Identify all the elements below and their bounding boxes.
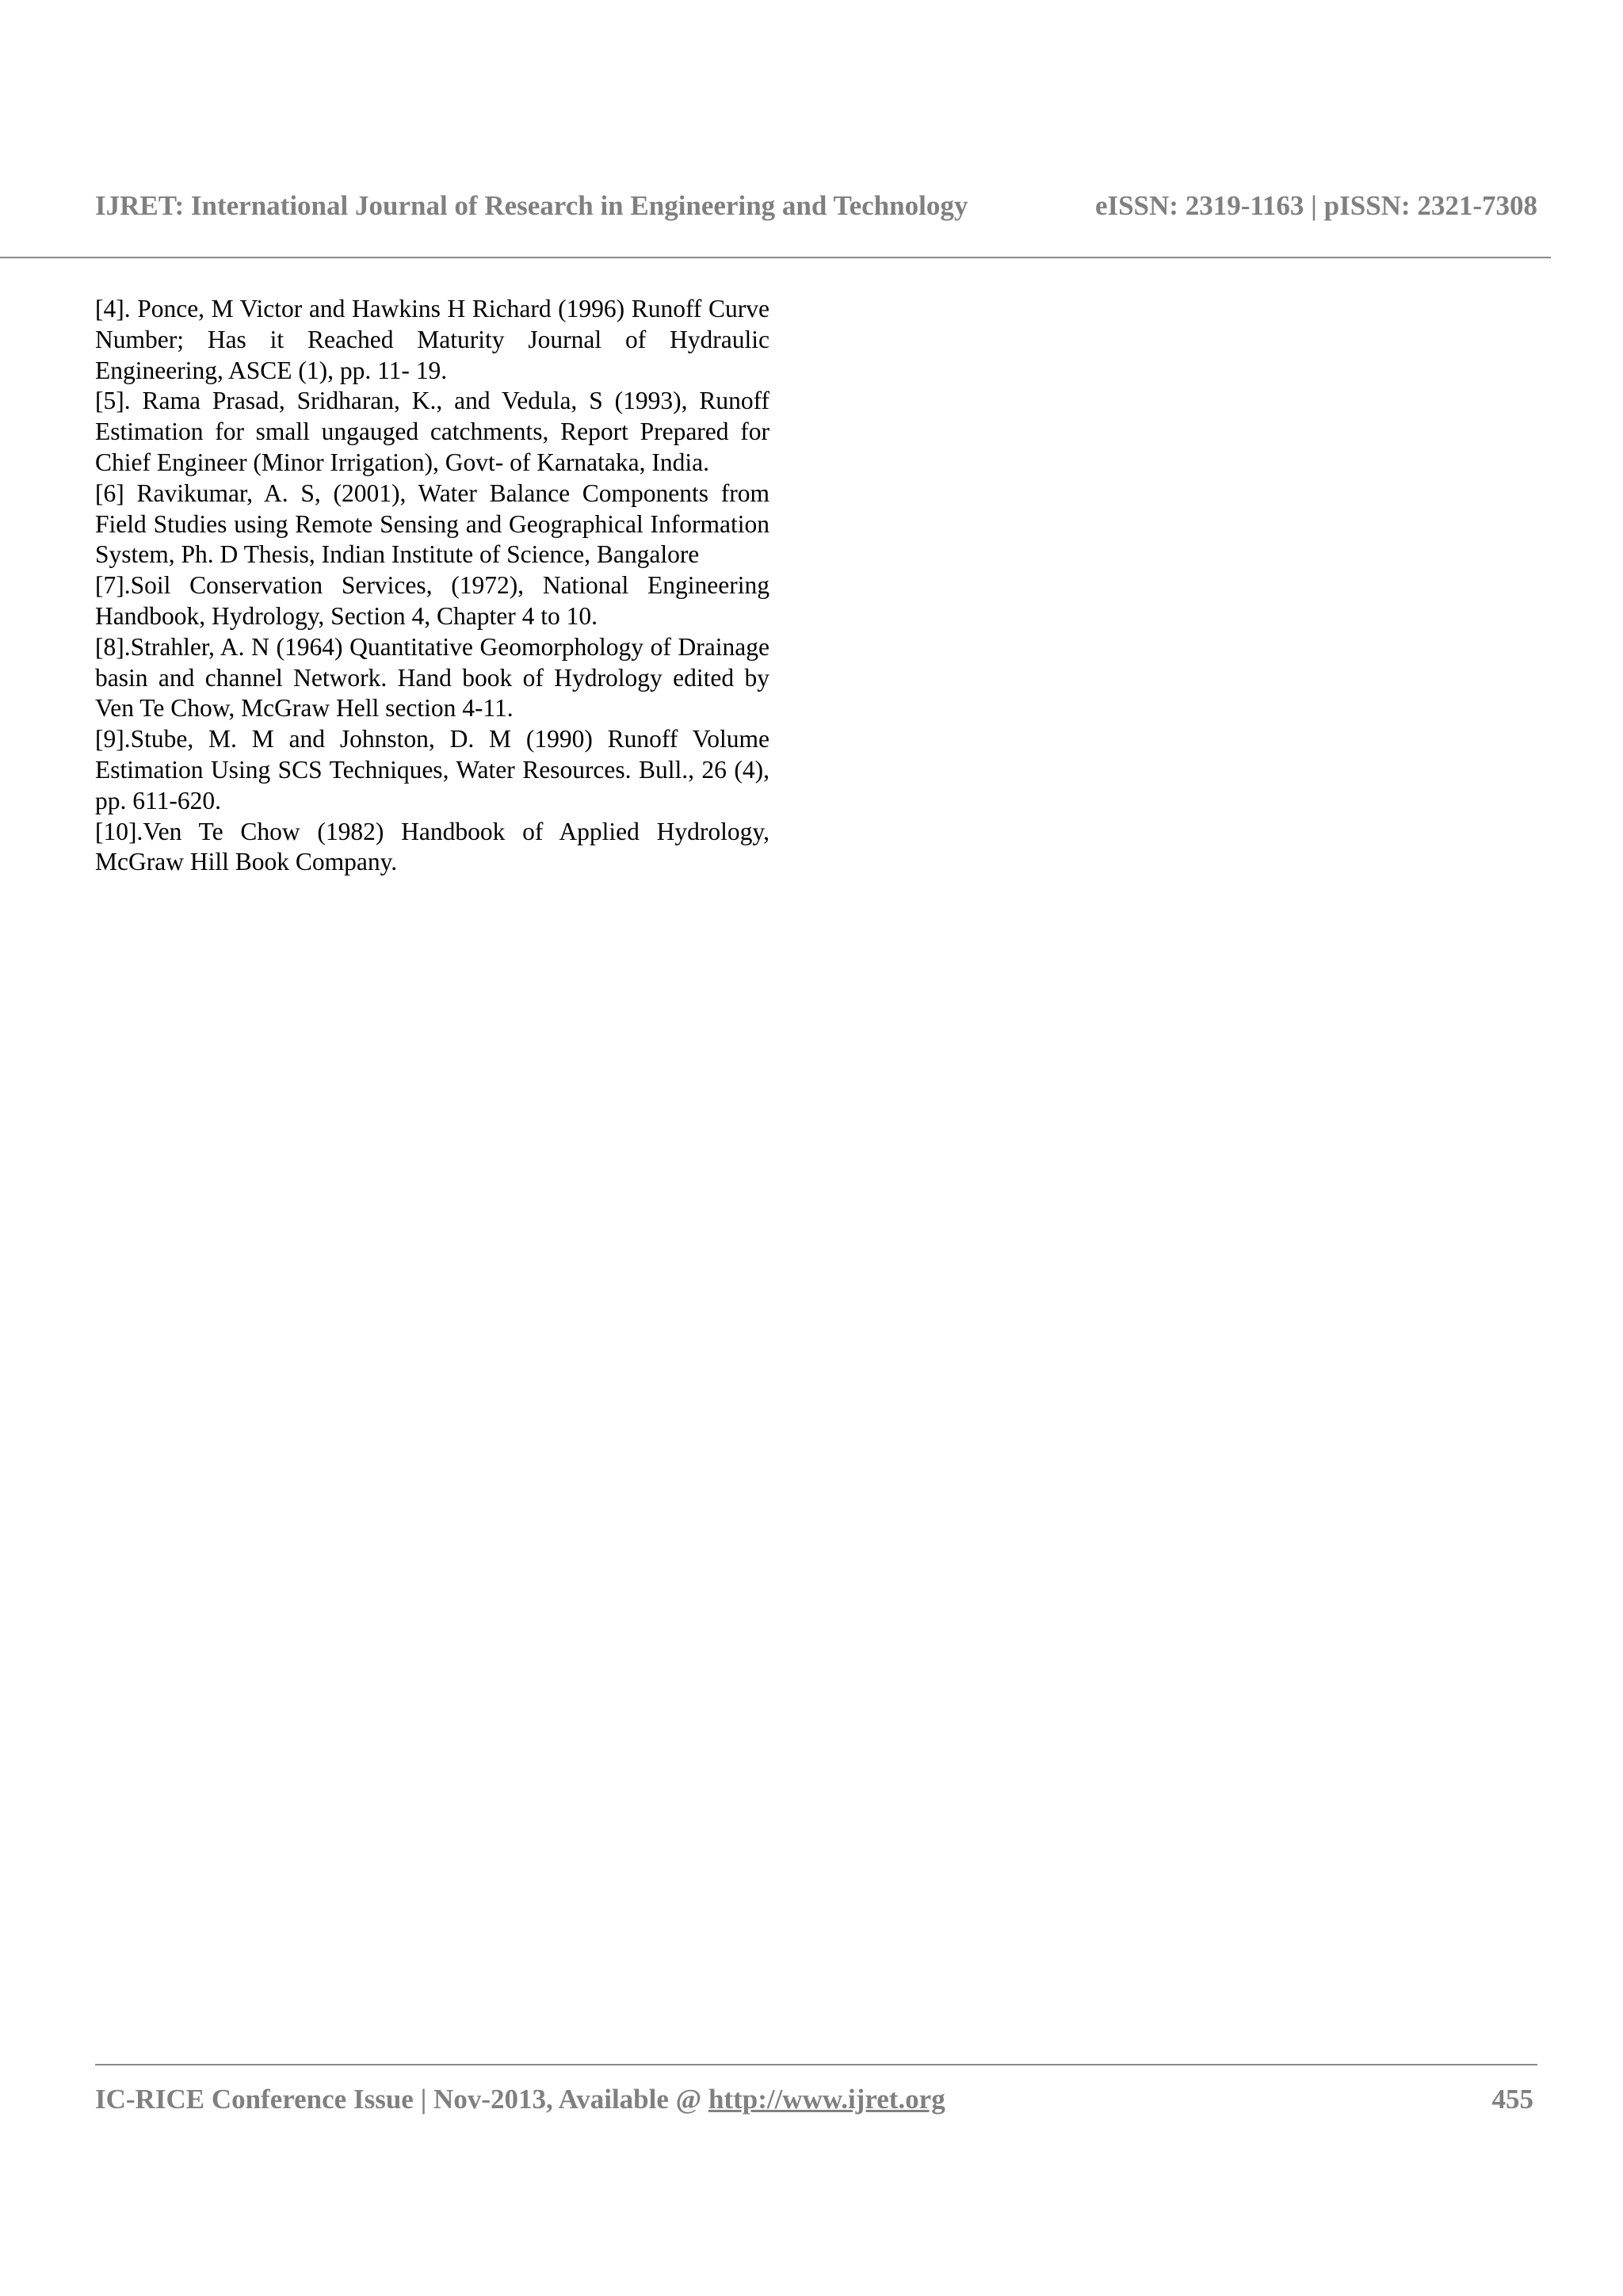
reference-item: [4]. Ponce, M Victor and Hawkins H Richard (1996) Runoff Curve Number; Has it Reached Maturity Journal of Hydraulic Engineering, ASCE (1), pp. 11- 19. [95,295,769,384]
footer-divider [95,2064,1537,2065]
conference-issue: IC-RICE Conference Issue | Nov-2013, Available @ [95,2084,708,2115]
page-number: 455 [1491,2084,1533,2115]
reference-item: [7].Soil Conservation Services, (1972), National Engineering Handbook, Hydrology, Section 4, Chapter 4 to 10. [95,571,769,630]
reference-item: [9].Stube, M. M and Johnston, D. M (1990) Runoff Volume Estimation Using SCS Techniques, Water Resources. Bull., 26 (4), pp. 611-620. [95,725,769,814]
reference-item: [10].Ven Te Chow (1982) Handbook of Applied Hydrology, McGraw Hill Book Company. [95,817,769,876]
reference-list [95,294,769,878]
reference-item: [8].Strahler, A. N (1964) Quantitative Geomorphology of Drainage basin and channel Network. Hand book of Hydrology edited by Ven Te Chow, McGraw Hell section 4-11. [95,632,769,723]
journal-website-link[interactable]: http://www.ijret.org [708,2084,945,2115]
journal-name: IJRET: International Journal of Research in Engineering and Technology [95,190,968,221]
reference-item: [5]. Rama Prasad, Sridharan, K., and Vedula, S (1993), Runoff Estimation for small ungauged catchments, Report Prepared for Chief Engineer (Minor Irrigation), Govt- of Karnataka, India. [95,387,769,476]
issn-numbers: eISSN: 2319-1163 | pISSN: 2321-7308 [1094,190,1537,221]
running-footer [95,2084,1533,2123]
header-divider [0,257,1551,258]
reference-item: [6] Ravikumar, A. S, (2001), Water Balance Components from Field Studies using Remote Sensing and Geographical Information System, Ph. D Thesis, Indian Institute of Science, Bangalore [95,479,769,569]
running-header [95,190,1537,230]
footer-text [95,2084,945,2115]
